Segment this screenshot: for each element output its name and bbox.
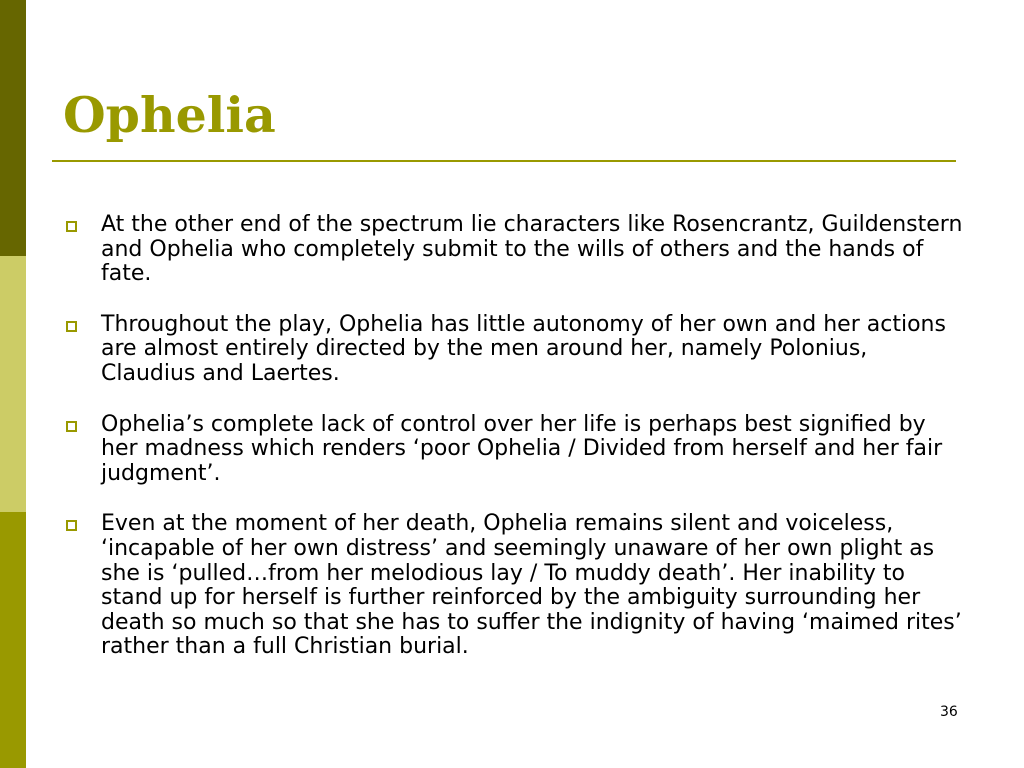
square-bullet-icon [66, 321, 77, 332]
bullet-item [63, 512, 963, 660]
slide-title: Ophelia [63, 86, 276, 144]
square-bullet-icon [66, 520, 77, 531]
square-bullet-icon [66, 421, 77, 432]
page-number: 36 [940, 704, 958, 720]
square-bullet-icon [66, 221, 77, 232]
bullet-item [63, 413, 963, 487]
sidebar-segment-mid [0, 512, 26, 768]
title-divider [52, 160, 956, 162]
sidebar-segment-light [0, 256, 26, 512]
sidebar-segment-dark [0, 0, 26, 256]
bullet-text: Even at the moment of her death, Ophelia remains silent and voiceless, ‘incapable of her own distress’ and seemingly unaware of her own plight as she is ‘pulled…from her melodious lay / To muddy death’. Her inability to stand up for herself is further reinforced by the ambiguity surrounding her death so much so that she has to suffer the indignity of having ‘maimed rites’ rather than a full Christian burial. [101, 511, 962, 660]
sidebar-decoration [0, 0, 26, 768]
bullet-text: Ophelia’s complete lack of control over her life is perhaps best signified by her madness which renders ‘poor Ophelia / Divided from herself and her fair judgment’. [101, 411, 943, 486]
bullet-text: At the other end of the spectrum lie characters like Rosencrantz, Guildenstern and Ophelia who completely submit to the wills of others and the hands of fate. [101, 212, 963, 287]
bullet-item [63, 313, 963, 387]
bullet-text: Throughout the play, Ophelia has little autonomy of her own and her actions are almost entirely directed by the men around her, namely Polonius, Claudius and Laertes. [101, 311, 946, 386]
bullet-item [63, 213, 963, 287]
bullet-list [63, 213, 963, 686]
